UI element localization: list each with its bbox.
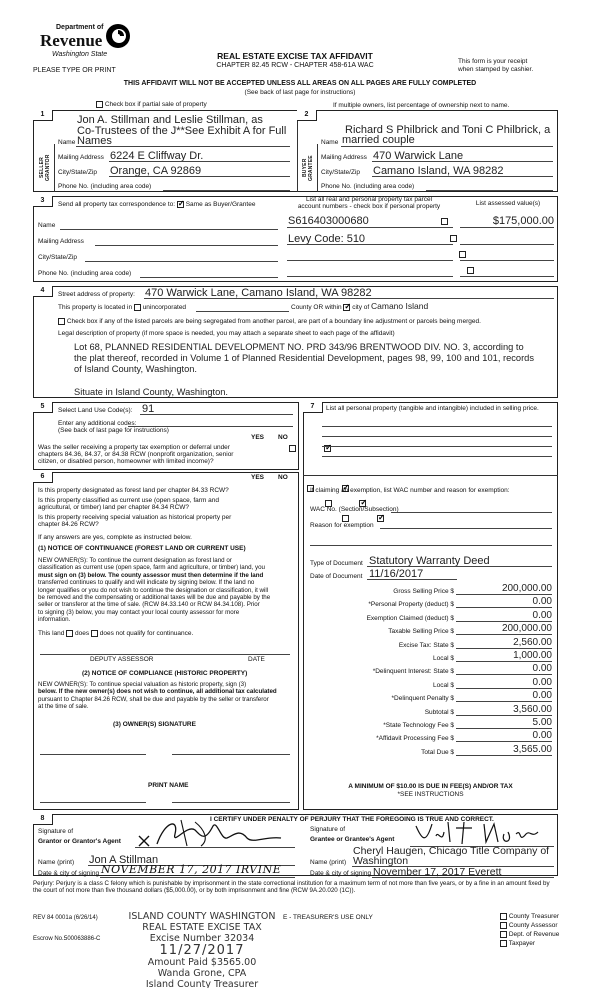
located-row: [58, 304, 186, 312]
seller-city-label: City/State/Zip: [58, 169, 98, 176]
doc-type[interactable]: Statutory Warranty Deed: [369, 555, 490, 567]
located-label: This property is located in: [58, 304, 133, 312]
dept-revenue-label: Dept. of Revenue: [508, 931, 560, 938]
dept-revenue-checkbox[interactable]: [500, 931, 507, 938]
deputy-assessor-label: DEPUTY ASSESSOR: [90, 656, 154, 663]
section-3-number: 3: [33, 196, 53, 207]
sec6-no-header: NO: [278, 474, 288, 481]
grantor-sig-label-1: Signature of: [38, 828, 74, 835]
county-treasurer-label: County Treasurer: [508, 913, 560, 920]
stamp-line-7: Island County Treasurer: [145, 979, 259, 988]
sec5-q1-yes-checkbox[interactable]: [289, 445, 296, 452]
tax-row-underline: [456, 648, 552, 649]
please-type-label: PLEASE TYPE OR PRINT: [33, 67, 116, 74]
grantee-name-label: Name (print): [310, 859, 347, 866]
reason-label: Reason for exemption: [310, 522, 374, 529]
notice2-title: (2) NOTICE OF COMPLIANCE (HISTORIC PROPERTY): [82, 670, 248, 677]
notice1-line-9: information.: [38, 616, 71, 624]
additional-codes-label: Enter any additional codes:: [58, 420, 137, 427]
see-back-note: (See back of last page for instructions): [244, 89, 356, 96]
land-does-checkbox[interactable]: [66, 630, 73, 637]
tax-row-label: Total Due $: [421, 749, 454, 756]
notice1-line-8: to signing (3) below, you may contact your local county assessor for more: [38, 608, 240, 616]
dist-taxpayer: [500, 939, 559, 948]
sec6-yes-header: YES: [251, 474, 265, 481]
corr-phone-label: Phone No. (including area code): [38, 270, 132, 277]
notice2-body: [38, 681, 296, 711]
unincorporated-checkbox[interactable]: [134, 304, 141, 311]
form-title: REAL ESTATE EXCISE TAX AFFIDAVIT: [217, 51, 373, 61]
land-does-not-checkbox[interactable]: [91, 630, 98, 637]
dist-dept-revenue: [500, 930, 559, 939]
owner-signature-label: (3) OWNER(S) SIGNATURE: [113, 721, 196, 728]
notice1-line-2: classification as current use (open space, farm and agriculture, or timber) land, you: [38, 564, 265, 572]
stamp-line-3: Excise Number 32034: [149, 933, 255, 944]
land-use-code[interactable]: 91: [142, 403, 155, 415]
notice1-line-5: longer qualifies or you do not wish to continue the designation or classification, it will: [38, 586, 269, 594]
county-treasurer-checkbox[interactable]: [500, 913, 507, 920]
grantor-date-city[interactable]: NOVEMBER 17, 2017 IRVINE: [101, 863, 282, 876]
escrow-label: Escrow No.:: [33, 936, 66, 942]
buyer-phone-label: Phone No. (including area code): [321, 183, 415, 190]
minimum-fee-note: A MINIMUM OF $10.00 IS DUE IN FEE(S) AND/OR TAX: [348, 783, 513, 790]
same-as-buyer-checkbox[interactable]: [177, 201, 184, 208]
sec6-q3-line1: Is this property receiving special valuation as historical property per: [38, 514, 232, 521]
seller-name-line-2[interactable]: Co-Trustees of the J**See Exhibit A for Full: [77, 125, 287, 137]
notice1-body: [38, 557, 296, 624]
tax-row-value[interactable]: 3,565.00: [513, 744, 552, 755]
section-1-number: 1: [33, 110, 53, 121]
tax-row-underline: [456, 688, 552, 689]
city-of-label: city of: [352, 304, 370, 311]
buyer-mailing[interactable]: 470 Warwick Lane: [373, 150, 464, 162]
county-within-label: County OR within: [291, 304, 342, 311]
tax-row-label: Exemption Claimed (deduct) $: [366, 615, 454, 622]
parcel-number-1[interactable]: S616403000680: [288, 215, 369, 227]
seller-phone-label: Phone No. (including area code): [58, 183, 152, 190]
tax-row-underline: [456, 728, 552, 729]
tax-row-value[interactable]: 0.00: [532, 596, 552, 607]
partial-sale-checkbox[interactable]: [96, 101, 103, 108]
notice2-line-1: NEW OWNER(S): To continue special valuation as historic property, sign (3): [38, 681, 247, 688]
seller-mailing[interactable]: 6224 E Cliffway Dr.: [110, 150, 204, 162]
street-address[interactable]: 470 Warwick Lane, Camano Island, WA 98282: [145, 287, 372, 299]
partial-sale-label: Check box if partial sale of property: [104, 101, 207, 109]
tax-row-label: Local $: [433, 655, 454, 662]
section-5-number: 5: [33, 402, 53, 413]
legal-line-3[interactable]: of Island County, Washington.: [74, 364, 197, 374]
tax-row-value[interactable]: 0.00: [532, 610, 552, 621]
receipt-note-2: when stamped by cashier.: [458, 66, 534, 73]
receipt-note-1: This form is your receipt: [458, 58, 528, 65]
rev-number: REV 84 0001a (6/26/14): [33, 915, 98, 921]
sec5-q1-line1: Was the seller receiving a property tax exemption or deferral under: [38, 444, 230, 451]
grantee-date-city[interactable]: November 17, 2017 Everett: [373, 866, 502, 878]
grantee-agent-name[interactable]: Cheryl Haugen, Chicago Title Company of: [353, 845, 550, 857]
tax-row-underline: [456, 621, 552, 622]
stamp-line-5: Amount Paid $3565.00: [147, 957, 257, 968]
corr-name-label: Name: [38, 222, 56, 229]
personal-property-label: List all personal property (tangible and intangible) included in selling price.: [326, 405, 539, 412]
city-within-row: [291, 302, 428, 312]
unincorporated-label: unincorporated: [142, 304, 187, 312]
this-land-row: [38, 630, 193, 638]
tax-row-underline: [456, 715, 552, 716]
warning-banner: THIS AFFIDAVIT WILL NOT BE ACCEPTED UNLESS ALL AREAS ON ALL PAGES ARE FULLY COMPLETED: [123, 80, 477, 87]
land-does-not-label: does not qualify for continuance.: [99, 630, 194, 638]
dept-of-label: Department of: [56, 24, 104, 31]
revenue-label: Revenue: [40, 31, 103, 50]
send-correspondence-row: [58, 201, 255, 209]
treasurer-stamp: [113, 911, 291, 988]
legal-line-1[interactable]: Lot 68, PLANNED RESIDENTIAL DEVELOPMENT NO. PRD 343/96 BRENTWOOD DIV. NO. 3, according to: [74, 342, 524, 352]
parcel-2-personal-checkbox[interactable]: [450, 235, 457, 242]
tax-row-label: *Delinquent Interest: State $: [372, 668, 454, 675]
sec5-q1-line3: citizen, or disabled person, homeowner with limited income)?: [38, 458, 214, 465]
send-correspondence-label: Send all property tax correspondence to:: [58, 201, 176, 209]
tax-row-value[interactable]: 2,560.00: [513, 637, 552, 648]
tax-row-value[interactable]: 5.00: [532, 717, 552, 728]
seller-city[interactable]: Orange, CA 92869: [110, 165, 202, 177]
tax-row-underline: [456, 594, 552, 595]
tax-row-value[interactable]: 1,000.00: [513, 650, 552, 661]
escrow-number: 500063886-C: [64, 936, 101, 942]
section-8-number: 8: [33, 814, 53, 825]
grantee-sig-label-1: Signature of: [310, 826, 346, 833]
claim-exemption-label: If claiming an exemption, list WAC number and reason for exemption:: [310, 487, 510, 494]
sec6-if-yes: If any answers are yes, complete as instructed below.: [38, 534, 192, 541]
tax-row-label: *State Technology Fee $: [383, 722, 454, 729]
doc-type-label: Type of Document: [310, 560, 363, 567]
notice1-line-4: transferred continues to qualify and will indicate by signing below. If the land no: [38, 579, 255, 587]
doc-date-label: Date of Document: [310, 573, 363, 580]
see-instructions-note: *SEE INSTRUCTIONS: [397, 791, 464, 798]
segregation-checkbox[interactable]: [58, 318, 65, 325]
city-name[interactable]: Camano Island: [371, 301, 429, 311]
grantor-signature[interactable]: [135, 816, 285, 850]
section-4-number: 4: [33, 286, 53, 297]
revenue-swoosh-icon: [104, 22, 132, 50]
form-subtitle: CHAPTER 82.45 RCW - CHAPTER 458-61A WAC: [216, 62, 374, 69]
parcel-header-2: account numbers - check box if personal property: [297, 203, 441, 210]
parcel-3-personal-checkbox[interactable]: [459, 251, 466, 258]
legal-line-4[interactable]: Situate in Island County, Washington.: [74, 387, 229, 397]
treasurer-use-only: E - TREASURER'S USE ONLY: [283, 914, 373, 921]
stamp-line-6: Wanda Grone, CPA: [157, 968, 247, 979]
tax-row-underline: [456, 701, 552, 702]
section-7-number: 7: [303, 402, 323, 413]
tax-row-value[interactable]: 0.00: [532, 690, 552, 701]
parcel-4-personal-checkbox[interactable]: [467, 267, 474, 274]
stamp-line-2: REAL ESTATE EXCISE TAX: [142, 922, 262, 933]
seller-name-label: Name: [58, 139, 76, 146]
assessed-header: List assessed value(s): [475, 200, 541, 207]
buyer-name-line-2[interactable]: married couple: [342, 134, 415, 146]
sec5-see-back: (See back of last page for instructions): [58, 427, 169, 434]
tax-row-label: *Delinquent Penalty $: [391, 695, 454, 702]
section-6-number: 6: [33, 472, 53, 483]
seller-name-line-1[interactable]: Jon A. Stillman and Leslie Stillman, as: [77, 114, 263, 126]
deputy-date-label: DATE: [248, 656, 265, 663]
certify-statement: I CERTIFY UNDER PENALTY OF PERJURY THAT THE FOREGOING IS TRUE AND CORRECT.: [210, 816, 494, 823]
distribution-checks: [500, 912, 559, 948]
buyer-name-label: Name: [321, 139, 339, 146]
levy-code[interactable]: Levy Code: 510: [288, 233, 366, 245]
seller-grantor-label: SELLER GRANTOR: [39, 154, 51, 182]
county-assessor-checkbox[interactable]: [500, 922, 507, 929]
sec5-yes-header: YES: [251, 434, 265, 441]
parcel-header-1: List all real and personal property tax parcel: [305, 196, 433, 203]
tax-row-value[interactable]: 3,560.00: [513, 704, 552, 715]
tax-row-value[interactable]: 0.00: [532, 663, 552, 674]
seller-name-line-3[interactable]: Names: [77, 135, 112, 147]
legal-description-label: Legal description of property (if more space is needed, you may attach a separate sheet to each page of the affidavit): [58, 330, 395, 337]
grantor-date-label: Date & city of signing: [38, 870, 100, 877]
tax-row-label: *Affidavit Processing Fee $: [376, 735, 454, 742]
parcel-1-personal-checkbox[interactable]: [441, 218, 448, 225]
multiple-owners-note: If multiple owners, list percentage of ownership next to name.: [333, 102, 510, 109]
sec6-q2-line1: Is this property classified as current use (open space, farm and: [38, 497, 220, 504]
washington-state-label: Washington State: [52, 51, 108, 58]
segregation-label: Check box if any of the listed parcels are being segregated from another parcel, are part of a boundary line adjustment or parcels being merged.: [66, 318, 481, 326]
print-name-label: PRINT NAME: [148, 782, 189, 789]
sec6-q1: Is this property designated as forest land per chapter 84.33 RCW?: [38, 487, 229, 494]
notice1-line-3: must sign on (3) below. The county assessor must then determine if the land: [38, 571, 264, 579]
county-assessor-label: County Assessor: [508, 922, 558, 929]
tax-row-label: Gross Selling Price $: [393, 588, 454, 595]
stamp-line-1: ISLAND COUNTY WASHINGTON: [128, 911, 276, 922]
notice1-title: (1) NOTICE OF CONTINUANCE (FOREST LAND OR CURRENT USE): [38, 545, 246, 552]
notice2-line-3: pursuant to Chapter 84.26 RCW, shall be due and payable by the seller or transferor: [38, 695, 269, 703]
taxpayer-label: Taxpayer: [508, 940, 536, 947]
sec6-q3-line2: chapter 84.26 RCW?: [38, 521, 99, 528]
sec5-no-header: NO: [278, 434, 288, 441]
perjury-text: Perjury: Perjury is a class C felony which is punishable by imprisonment in the state correctional institution for a maximum term of not more than five years, or by a fine in an amount fixed by the court of not more than five thousand dollars ($5,000.00), or by both imprisonment and fine (RCW 9A.20.020 (1C)).: [33, 880, 550, 895]
dist-county-assessor: [500, 921, 559, 930]
corr-mailing-label: Mailing Address: [38, 238, 84, 245]
street-label: Street address of property:: [58, 291, 135, 298]
grantee-date-label: Date & city of signing: [310, 870, 372, 877]
seller-mailing-label: Mailing Address: [58, 154, 104, 161]
taxpayer-checkbox[interactable]: [500, 940, 507, 947]
grantor-name-label: Name (print): [38, 859, 75, 866]
notice2-line-2: below. If the new owner(s) does not wish to continue, all additional tax calculated: [38, 688, 277, 696]
department-logo: [30, 22, 140, 72]
land-does-label: does: [75, 630, 90, 638]
doc-date[interactable]: 11/16/2017: [369, 568, 424, 580]
tax-row-underline: [456, 634, 552, 635]
sec5-q1-line2: chapters 84.36, 84.37, or 84.38 RCW (nonprofit organization, senior: [38, 451, 234, 458]
city-of-checkbox[interactable]: [343, 304, 350, 311]
partial-sale-row: [96, 101, 207, 109]
perjury-notice: [33, 880, 558, 895]
buyer-name-line-1[interactable]: Richard S Philbrick and Toni C Philbrick, a: [345, 124, 551, 136]
stamp-line-4: 11/27/2017: [159, 943, 245, 958]
grantor-printed-name[interactable]: Jon A Stillman: [89, 854, 159, 866]
grantee-sig-label-2: Grantee or Grantee's Agent: [310, 836, 395, 843]
notice1-line-7: seller or transferor at the time of sale. (RCW 84.33.140 or RCW 84.34.108). Prior: [38, 601, 260, 609]
wac-label: WAC No. (Section/Subsection): [310, 506, 399, 513]
tax-row-label: Subtotal $: [424, 709, 454, 716]
notice2-line-4: at the time of sale.: [38, 703, 89, 711]
legal-line-2[interactable]: the plat thereof, recorded in Volume 1 of Planned Residential Development, pages 98, 99, 100 and 101, records: [74, 353, 534, 363]
tax-row-label: Local $: [433, 682, 454, 689]
tax-row-underline: [456, 741, 552, 742]
sec6-q2-line2: agricultural, or timber) land per chapter 84.34 RCW?: [38, 504, 190, 511]
buyer-city-label: City/State/Zip: [321, 169, 361, 176]
grantee-printed-name[interactable]: Washington: [353, 855, 409, 867]
assessed-value-1[interactable]: $175,000.00: [492, 215, 554, 227]
tax-row-label: Taxable Selling Price $: [388, 628, 454, 635]
corr-city-label: City/State/Zip: [38, 254, 78, 261]
section-2-number: 2: [297, 110, 317, 121]
tax-row-value[interactable]: 0.00: [532, 677, 552, 688]
tax-row-underline: [456, 674, 552, 675]
tax-row-value[interactable]: 200,000.00: [501, 583, 552, 594]
dist-county-treasurer: [500, 912, 559, 921]
tax-row-label: *Personal Property (deduct) $: [368, 601, 454, 608]
tax-row-value[interactable]: 200,000.00: [501, 623, 552, 634]
tax-row-label: Excise Tax: State $: [398, 642, 454, 649]
grantor-sig-label-2: Grantor or Grantor's Agent: [38, 838, 121, 845]
tax-row-value[interactable]: 0.00: [532, 730, 552, 741]
tax-row-underline: [456, 607, 552, 608]
notice1-line-6: be removed and the compensating or additional taxes will be due and payable by the: [38, 594, 271, 602]
buyer-grantee-label: BUYER GRANTEE: [302, 155, 314, 181]
segregation-row: [58, 318, 558, 326]
grantee-signature[interactable]: [412, 818, 542, 848]
notice1-line-1: NEW OWNER(S): To continue the current designation as forest land or: [38, 557, 232, 564]
buyer-mailing-label: Mailing Address: [321, 154, 367, 161]
tax-row-underline: [456, 755, 552, 756]
this-land-label: This land: [38, 630, 65, 638]
land-use-label: Select Land Use Code(s):: [58, 407, 133, 414]
buyer-city[interactable]: Camano Island, WA 98282: [373, 165, 504, 177]
tax-row-underline: [456, 661, 552, 662]
same-as-buyer-label: Same as Buyer/Grantee: [185, 201, 256, 209]
